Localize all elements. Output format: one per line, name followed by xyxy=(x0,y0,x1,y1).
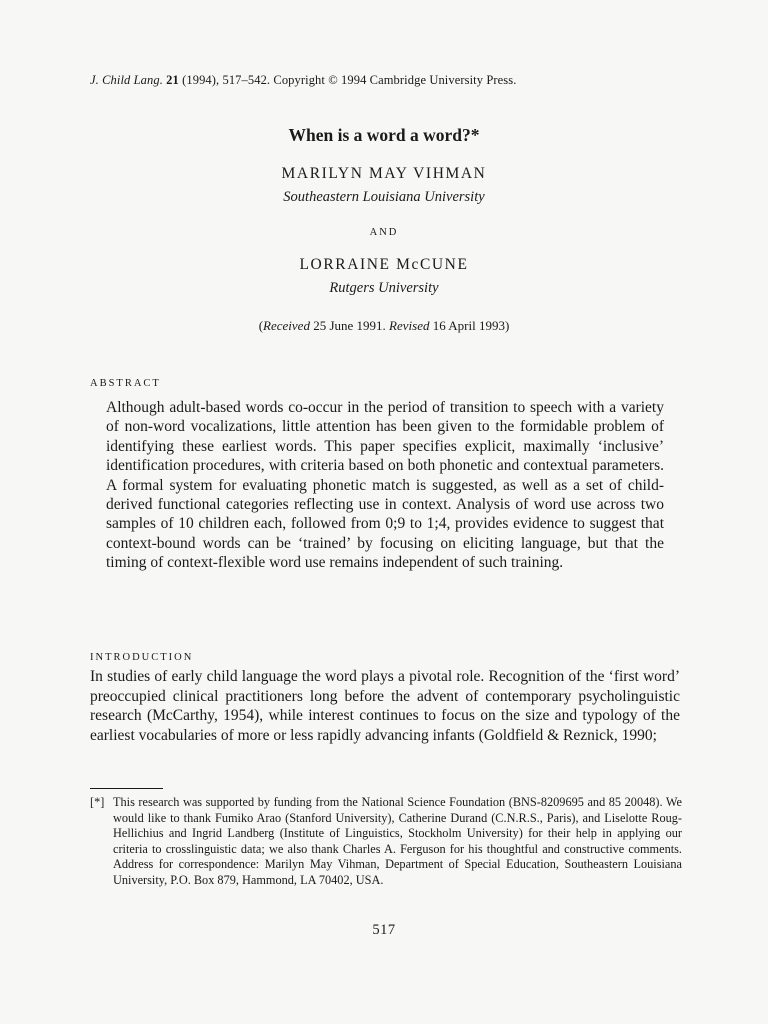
revised-date: 16 April 1993 xyxy=(432,318,505,333)
journal-name: J. Child Lang. xyxy=(90,73,163,87)
author-name-1: MARILYN MAY VIHMAN xyxy=(281,165,487,182)
author-affiliation-1: Southeastern Louisiana University xyxy=(283,189,485,205)
article-title: When is a word a word?* xyxy=(288,125,480,145)
abstract-heading: ABSTRACT xyxy=(90,378,161,389)
author-name-2: LORRAINE McCUNE xyxy=(299,256,469,273)
received-label: Received xyxy=(263,318,310,333)
footnote-divider xyxy=(90,788,163,789)
footnote-text: This research was supported by funding from the National Science Foundation (BNS-8209695 and 85 20048). We would like to thank Fumiko Arao (Stanford University), Catherine Durand (C.N.R.S., Paris), and Liselotte Roug-Hellichius and Ingrid Landberg (Institute of Linguistics, Stockholm University) for their help in applying our criteria to crosslinguistic data; we also thank Charles A. Ferguson for his thoughtful and constructive comments. Address for correspondence: Marilyn May Vihman, Department of Special Education, Southeastern Louisiana University, P.O. Box 879, Hammond, LA 70402, USA. xyxy=(113,795,682,887)
footnote-marker: [*] xyxy=(90,795,105,809)
received-date: 25 June 1991 xyxy=(313,318,383,333)
abstract-body: Although adult-based words co-occur in the period of transition to speech with a variety of non-word vocalizations, little attention has been given to the formidable problem of identifying these earliest words. This paper specifies explicit, maximally ‘inclusive’ identification procedures, with criteria based on both phonetic and contextual parameters. A formal system for evaluating phonetic match is suggested, as well as a set of child-derived functional categories reflecting use in context. Analysis of word use across two samples of 10 children each, followed from 0;9 to 1;4, provides evidence to suggest that context-bound words can be ‘trained’ by focusing on eliciting language, but that the timing of context-flexible word use remains independent of such training. xyxy=(106,399,664,572)
journal-citation-rest: (1994), 517–542. Copyright © 1994 Cambridge University Press. xyxy=(182,73,517,87)
footnote xyxy=(90,795,682,889)
author-conjunction: AND xyxy=(369,227,399,238)
journal-volume: 21 xyxy=(166,73,179,87)
journal-citation xyxy=(90,73,690,88)
introduction-heading: INTRODUCTION xyxy=(90,652,194,663)
introduction-body: In studies of early child language the word plays a pivotal role. Recognition of the ‘first word’ preoccupied clinical practitioners long before the advent of contemporary psycholinguistic research (McCarthy, 1954), while interest continues to focus on the size and typology of the earliest vocabularies of more or less rapidly advancing infants (Goldfield & Reznick, 1990; xyxy=(90,668,680,744)
page-number: 517 xyxy=(372,922,396,938)
author-affiliation-2: Rutgers University xyxy=(329,280,439,296)
received-dates: (Received 25 June 1991. Revised 16 April 1993) xyxy=(258,318,510,333)
revised-label: Revised xyxy=(389,318,430,333)
